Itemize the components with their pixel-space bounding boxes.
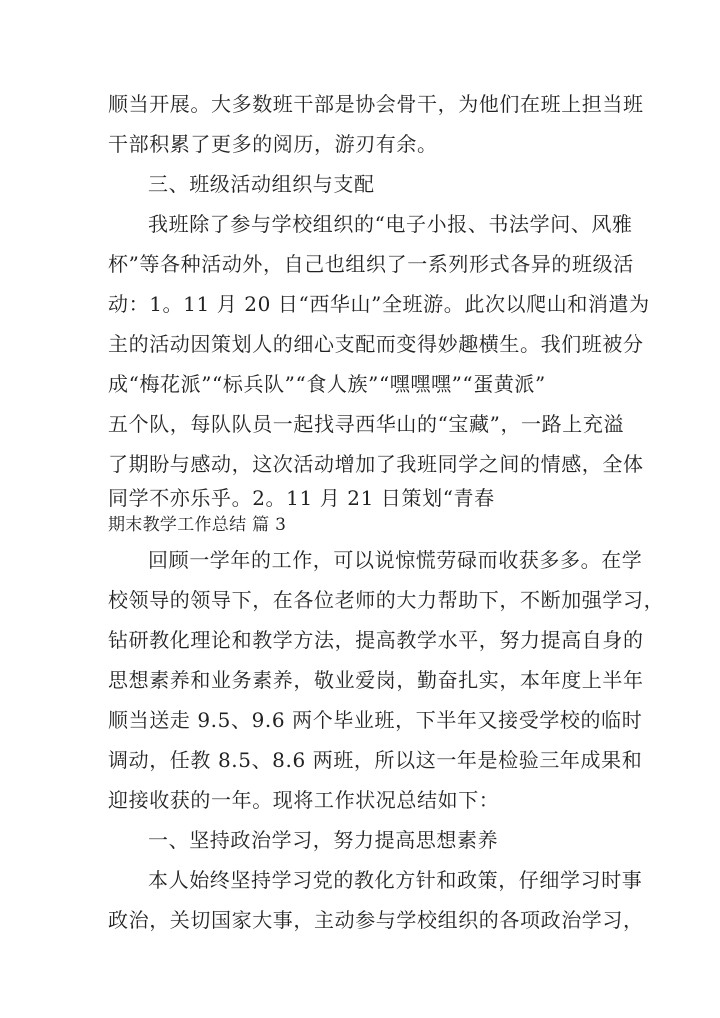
paragraph-line: 回顾一学年的工作，可以说惊慌劳碌而收获多多。在学 xyxy=(148,548,643,572)
paragraph-line: 动：1。11 月 20 日“西华山”全班游。此次以爬山和消遣为 xyxy=(108,292,650,316)
paragraph-line: 思想素养和业务素养，敬业爱岗，勤奋扎实，本年度上半年 xyxy=(108,668,644,692)
paragraph-line: 成“梅花派”“标兵队”“食人族”“嘿嘿嘿”“蛋黄派” xyxy=(108,372,546,396)
paragraph-line: 顺当开展。大多数班干部是协会骨干，为他们在班上担当班 xyxy=(108,92,644,116)
paragraph-line: 主的活动因策划人的细心支配而变得妙趣横生。我们班被分 xyxy=(108,332,644,356)
paragraph-line: 干部积累了更多的阅历，游刃有余。 xyxy=(108,132,438,156)
paragraph-line: 同学不亦乐乎。2。11 月 21 日策划“青春 xyxy=(108,486,495,510)
paragraph-line: 我班除了参与学校组织的“电子小报、书法学问、风雅 xyxy=(148,212,633,236)
paragraph-line: 杯”等各种活动外，自己也组织了一系列形式各异的班级活 xyxy=(108,252,634,276)
paragraph-line: 校领导的领导下，在各位老师的大力帮助下，不断加强学习， xyxy=(108,588,665,612)
paragraph-line: 五个队，每队队员一起找寻西华山的“宝藏”，一路上充溢 xyxy=(108,412,625,436)
section-heading: 三、班级活动组织与支配 xyxy=(148,172,375,196)
paragraph-line: 顺当送走 9.5、9.6 两个毕业班，下半年又接受学校的临时 xyxy=(108,708,643,732)
paragraph-line: 迎接收获的一年。现将工作状况总结如下： xyxy=(108,788,500,812)
document-title: 期末教学工作总结 篇 3 xyxy=(108,515,287,535)
paragraph-line: 调动，任教 8.5、8.6 两班，所以这一年是检验三年成果和 xyxy=(108,748,643,772)
section-heading: 一、坚持政治学习，努力提高思想素养 xyxy=(148,828,499,852)
paragraph-line: 钻研教化理论和教学方法，提高教学水平，努力提高自身的 xyxy=(108,628,644,652)
paragraph-line: 了期盼与感动，这次活动增加了我班同学之间的情感，全体 xyxy=(108,452,644,476)
paragraph-line: 政治，关切国家大事，主动参与学校组织的各项政治学习， xyxy=(108,908,644,932)
paragraph-line: 本人始终坚持学习党的教化方针和政策，仔细学习时事 xyxy=(148,868,643,892)
